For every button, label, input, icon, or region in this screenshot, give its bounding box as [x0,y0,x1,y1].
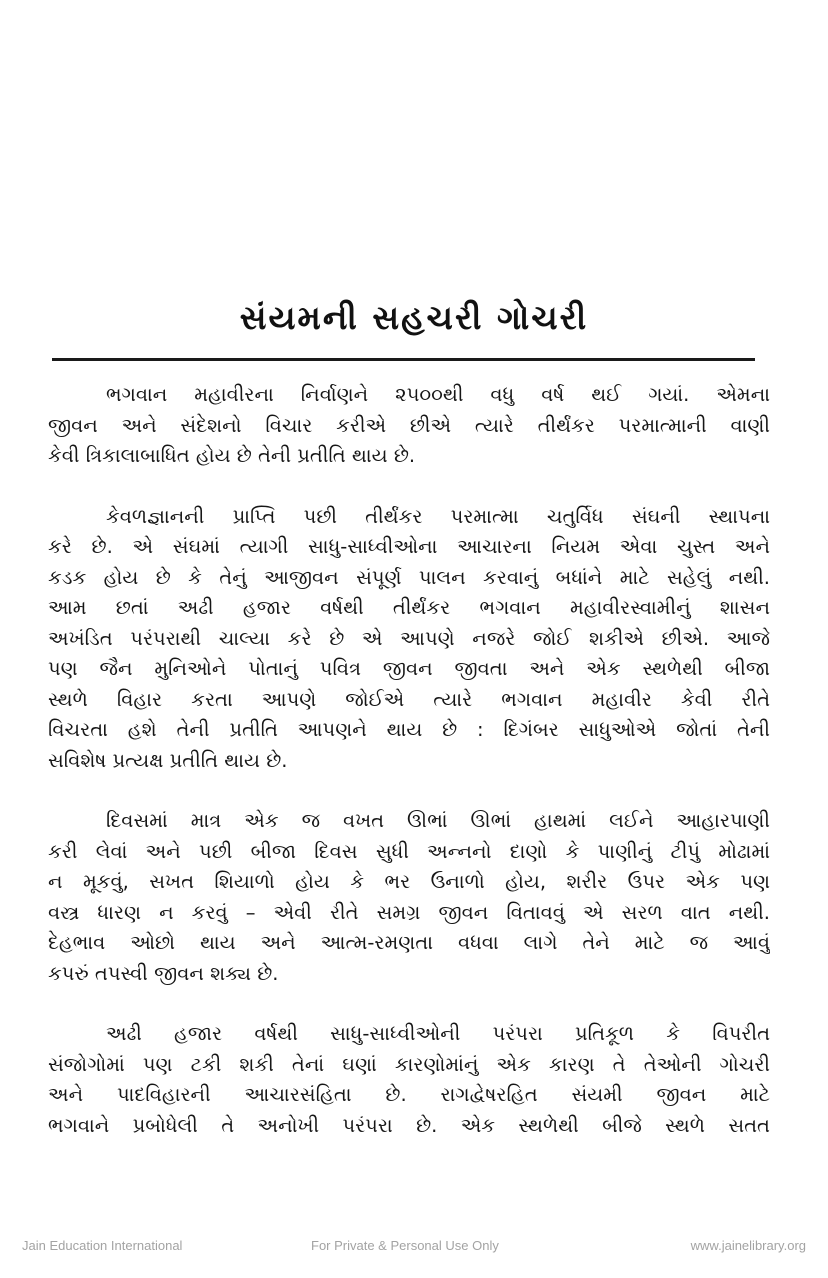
text-line: ભગવાને પ્રબોધેલી તે અનોખી પરંપરા છે. એક સ્થળેથી બીજે સ્થળે સતત [48,1113,770,1137]
text-line: કપરું તપસ્વી જીવન શક્ય છે. [48,961,279,985]
paragraph-1 [48,380,770,472]
text-line: કેવી ત્રિકાલાબાધિત હોય છે તેની પ્રતીતિ થાય છે. [48,444,416,467]
text-line: કરે છે. એ સંઘમાં ત્યાગી સાધુ-સાધ્વીઓના આચારના નિયમ એવા ચુસ્ત અને [48,535,770,558]
text-line: દિવસમાં માત્ર એક જ વખત ઊભાં ઊભાં હાથમાં લઈને આહારપાણી [106,809,770,832]
paragraph-3 [48,806,770,989]
text-line: સંજોગોમાં પણ ટકી શકી તેનાં ઘણાં કારણોમાંનું એક કારણ તે તેઓની ગોચરી [48,1052,770,1076]
paragraph-2 [48,502,770,777]
text-line: ન મૂકવું, સખત શિયાળો હોય કે ભર ઉનાળો હોય, શરીર ઉપર એક પણ [48,870,770,893]
body-text [48,380,770,1171]
footer-publisher: Jain Education International [22,1238,183,1253]
text-line: સ્થળે વિહાર કરતા આપણે જોઈએ ત્યારે ભગવાન મહાવીર કેવી રીતે [48,687,770,711]
text-line: ભગવાન મહાવીરના નિર્વાણને ૨૫૦૦થી વધુ વર્ષ થઈ ગયાં. એમના [106,383,770,406]
text-line: અઢી હજાર વર્ષથી સાધુ-સાધ્વીઓની પરંપરા પ્રતિકૂળ કે વિપરીત [106,1022,770,1045]
footer-website-link[interactable]: www.jainelibrary.org [690,1238,806,1253]
text-line: કરી લેવાં અને પછી બીજા દિવસ સુધી અન્નનો દાણો કે પાણીનું ટીપું મોઢામાં [48,839,770,863]
text-line: સવિશેષ પ્રત્યક્ષ પ્રતીતિ થાય છે. [48,748,288,772]
text-line: વસ્ત્ર ધારણ ન કરવું – એવી રીતે સમગ્ર જીવન વિતાવવું એ સરળ વાત નથી. [48,900,770,924]
footer-usage-notice: For Private & Personal Use Only [311,1238,499,1253]
text-line: અખંડિત પરંપરાથી ચાલ્યા કરે છે એ આપણે નજરે જોઈ શકીએ છીએ. આજે [48,626,770,650]
text-line: દેહભાવ ઓછો થાય અને આત્મ-રમણતા વધવા લાગે તેને માટે જ આવું [48,931,770,954]
chapter-title: સંયમની સહચરી ગોચરી [239,298,589,337]
text-line: કેવળજ્ઞાનની પ્રાપ્તિ પછી તીર્થંકર પરમાત્મા ચતુર્વિધ સંઘની સ્થાપના [106,504,770,528]
page-footer [0,1238,828,1258]
text-line: અને પાદવિહારની આચારસંહિતા છે. રાગદ્વેષરહિત સંયમી જીવન માટે [48,1083,770,1106]
title-underline-rule [52,358,755,361]
text-line: પણ જૈન મુનિઓને પોતાનું પવિત્ર જીવન જીવતા અને એક સ્થળેથી બીજા [48,657,770,680]
text-line: વિચરતા હશે તેની પ્રતીતિ આપણને થાય છે : દિગંબર સાધુઓએ જોતાં તેની [48,718,770,741]
text-line: જીવન અને સંદેશનો વિચાર કરીએ છીએ ત્યારે તીર્થંકર પરમાત્માની વાણી [48,413,770,437]
text-line: કડક હોય છે કે તેનું આજીવન સંપૂર્ણ પાલન કરવાનું બધાંને માટે સહેલું નથી. [48,565,770,589]
paragraph-4 [48,1019,770,1141]
text-line: આમ છતાં અઢી હજાર વર્ષથી તીર્થંકર ભગવાન મહાવીરસ્વામીનું શાસન [48,596,770,619]
